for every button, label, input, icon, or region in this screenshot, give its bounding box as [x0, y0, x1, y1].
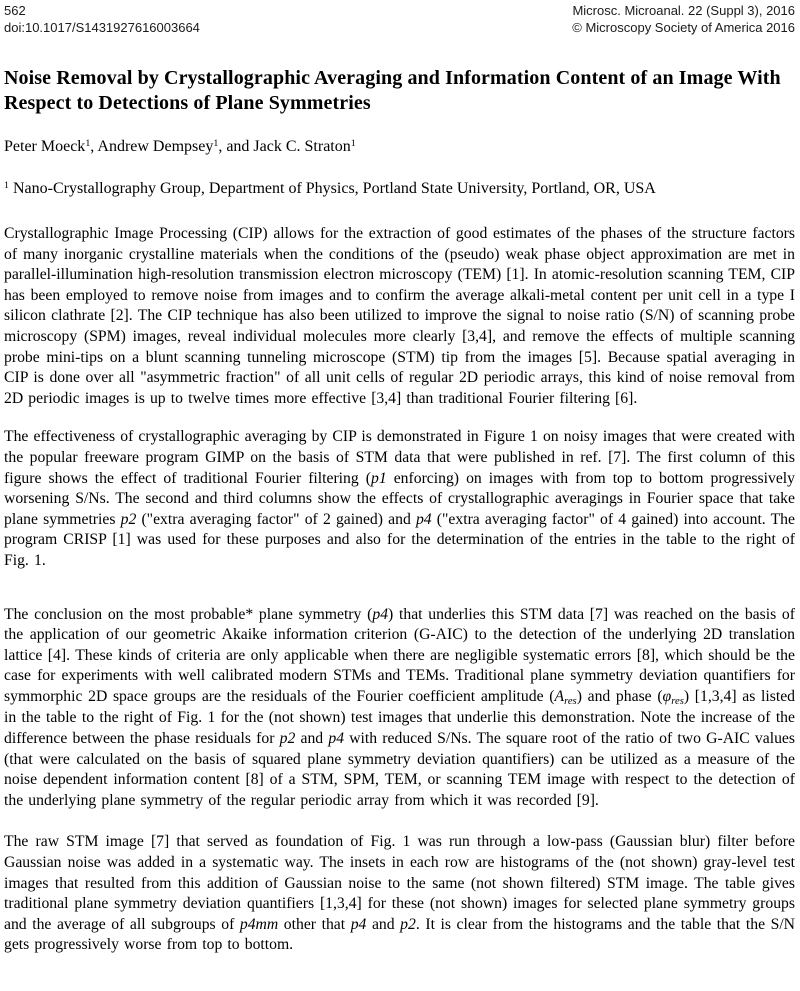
authors-line: Peter Moeck$^1$, Andrew Dempsey$^1$, and Jack C. Straton$^1$ — [4, 137, 356, 155]
journal-citation: Microsc. Microanal. 22 (Suppl 3), 2016 — [572, 3, 795, 18]
body-paragraph-1: Crystallographic Image Processing (CIP) allows for the extraction of good estimates of the phases of the structure factors of many inorganic crystalline materials when the conditions of the (pseudo) weak phase object approximation are met in parallel-illumination high-resolution transmission electron microscopy (TEM) [1]. In atomic-resolution scanning TEM, CIP has been employed to remove noise from images and to confirm the average alkali-metal content per unit cell in a type I silicon clathrate [2]. The CIP technique has also been utilized to improve the signal to noise ratio (S/N) of scanning probe microscopy (SPM) images, reveal individual molecules more clearly [3,4], and remove the effects of multiple scanning probe mini-tips on a blunt scanning tunneling microscope (STM) tip from the images [5]. Because spatial averaging in CIP is done over all "asymmetric fraction" of all unit cells of regular 2D periodic arrays, this kind of noise removal from 2D periodic images is up to twelve times more effective [3,4] than traditional Fourier filtering [6]. — [4, 225, 795, 407]
header-right — [572, 2, 795, 36]
doi-text: doi:10.1017/S1431927616003664 — [4, 20, 200, 35]
paper-title: Noise Removal by Crystallographic Averaging and Information Content of an Image With Respect to Detections of Plane Symmetries — [4, 67, 781, 114]
copyright-notice: © Microscopy Society of America 2016 — [572, 20, 795, 35]
body-paragraph-3: The conclusion on the most probable* plane symmetry (p4) that underlies this STM data [7] was reached on the basis of the application of our geometric Akaike information criterion (G-AIC) to the detection of the underlying 2D translation lattice [4]. These kinds of criteria are only applicable when there are negligible systematic errors [8], which should be the case for experiments with well calibrated modern STMs and TEMs. Traditional plane symmetry deviation quantifiers for symmorphic 2D space groups are the residuals of the Fourier coefficient amplitude (Ares) and phase (φres) [1,3,4] as listed in the table to the right of Fig. 1 for the (not shown) test images that underlie this demonstration. Note the increase of the difference between the phase residuals for p2 and p4 with reduced S/Ns. The square root of the ratio of two G-AIC values (that were calculated on the basis of squared plane symmetry deviation quantifiers) can be utilized as a measure of the noise dependent information content [8] of a STM, SPM, TEM, or scanning TEM image with respect to the detection of the underlying plane symmetry of the regular periodic array from which it was recorded [9]. — [4, 605, 796, 809]
body-paragraph-4: The raw STM image [7] that served as foundation of Fig. 1 was run through a low-pass (Gaussian blur) filter before Gaussian noise was added in a systematic way. The insets in each row are histograms of the (not shown) gray-level test images that resulted from this addition of Gaussian noise to the same (not shown filtered) STM image. The table gives traditional plane symmetry deviation quantifiers [1,3,4] for these (not shown) images for selected plane symmetry groups and the average of all subgroups of p4mm other that p4 and p2. It is clear from the histograms and the table that the S/N gets progressively worse from top to bottom. — [4, 833, 796, 954]
page-number: 562 — [4, 3, 26, 18]
header-left — [4, 2, 200, 36]
affiliation-line: $^1$ Nano-Crystallography Group, Department of Physics, Portland State University, Portland, OR, USA — [4, 179, 656, 197]
page-header — [4, 2, 795, 36]
body-paragraph-2: The effectiveness of crystallographic averaging by CIP is demonstrated in Figure 1 on noisy images that were created with the popular freeware program GIMP on the basis of STM data that were published in ref. [7]. The first column of this figure shows the effect of traditional Fourier filtering (p1 enforcing) on images with from top to bottom progressively worsening S/Ns. The second and third columns show the effects of crystallographic averagings in Fourier space that take plane symmetries p2 ("extra averaging factor" of 2 gained) and p4 ("extra averaging factor" of 4 gained) into account. The program CRISP [1] was used for these purposes and also for the determination of the entries in the table to the right of Fig. 1. — [4, 428, 795, 569]
